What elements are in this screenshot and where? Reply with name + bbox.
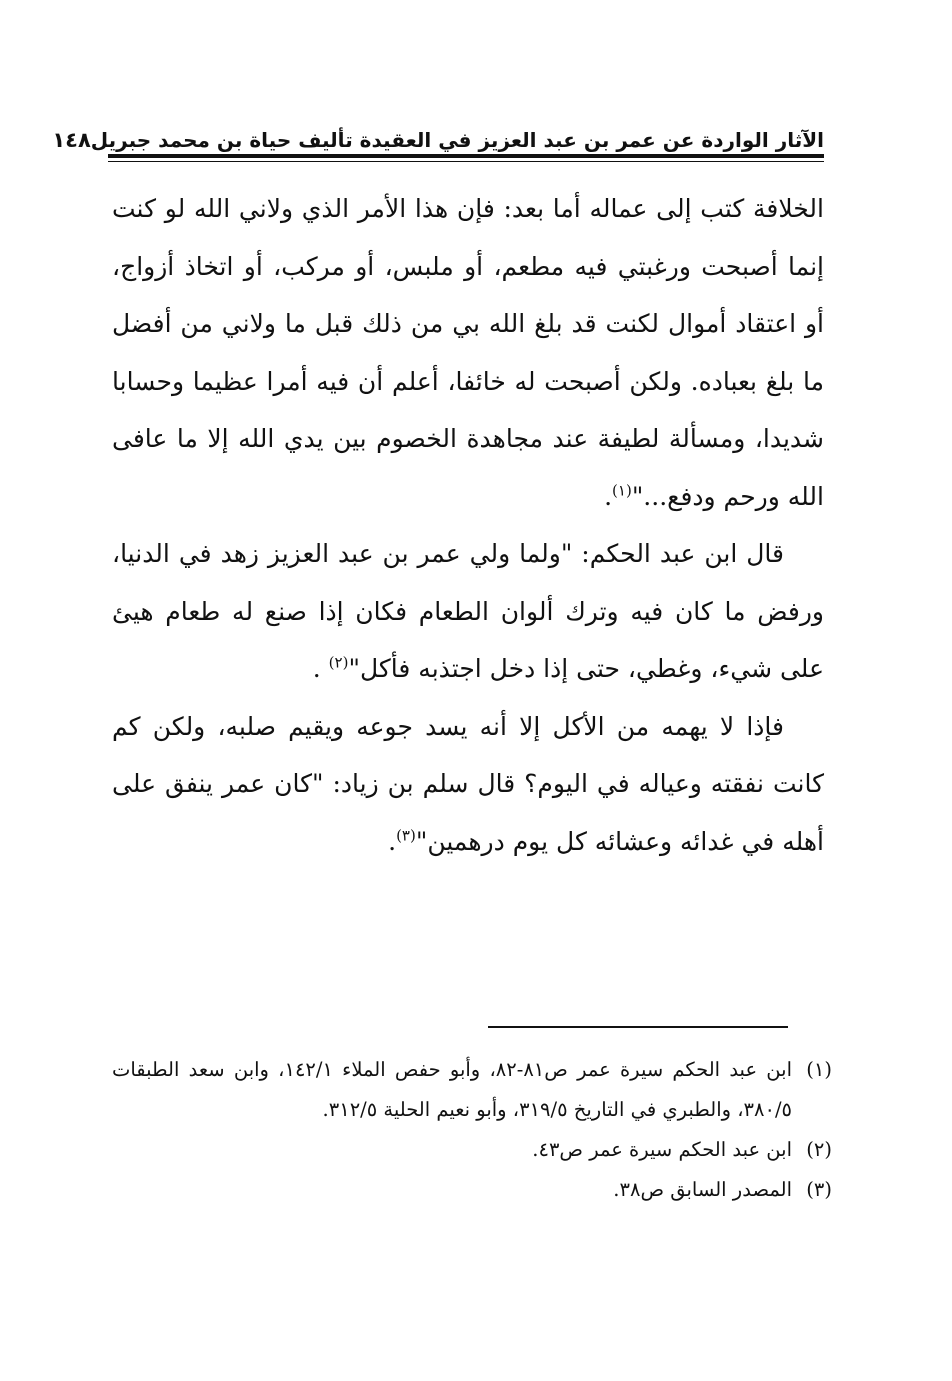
footnote-text: ابن عبد الحكم سيرة عمر ص٨١-٨٢، وأبو حفص الملاء ١٤٢/١، وابن سعد الطبقات ٣٨٠/٥، والطبري في التاريخ ٣١٩/٥، وأبو نعيم الحلية ٣١٢/٥. — [112, 1058, 793, 1121]
footnote-number: (٢) — [806, 1138, 832, 1161]
footnote-separator — [488, 1026, 788, 1028]
footnote-ref-1: (١) — [612, 481, 632, 500]
header-rule-thin — [108, 161, 824, 162]
paragraph-2 — [112, 525, 824, 698]
header-title: الآثار الواردة عن عمر بن عبد العزيز في العقيدة تأليف حياة بن محمد جبريل — [90, 128, 824, 152]
paragraph-2-end: . — [312, 654, 329, 683]
paragraph-2-text: قال ابن عبد الحكم: "ولما ولي عمر بن عبد العزيز زهد في الدنيا، ورفض ما كان فيه وترك ألوان الطعام فكان إذا صنع له طعام هيئ على شيء، وغطي، حتى إذا دخل اجتذبه فأكل" — [112, 539, 824, 683]
footnote-3 — [112, 1170, 832, 1210]
paragraph-1-end: . — [604, 481, 613, 511]
footnote-text: المصدر السابق ص٣٨. — [613, 1178, 792, 1201]
paragraph-3-end: . — [388, 826, 397, 856]
paragraph-3 — [112, 698, 824, 871]
main-text — [112, 180, 824, 870]
page-number: ١٤٨ — [52, 128, 91, 152]
header-rule-thick — [108, 154, 824, 158]
running-header — [52, 112, 824, 152]
footnote-2 — [112, 1130, 832, 1170]
footnote-ref-3: (٣) — [396, 826, 416, 845]
paragraph-1 — [112, 180, 824, 525]
footnote-1 — [112, 1050, 832, 1130]
paragraph-3-text: فإذا لا يهمه من الأكل إلا أنه يسد جوعه ويقيم صلبه، ولكن كم كانت نفقته وعياله في اليوم؟ قال سلم بن زياد: "كان عمر ينفق على أهله في غدائه وعشائه كل يوم درهمين" — [112, 711, 824, 856]
footnote-ref-2: (٢) — [328, 653, 349, 672]
paragraph-1-text: الخلافة كتب إلى عماله أما بعد: فإن هذا الأمر الذي ولاني الله لو كنت إنما أصبحت ورغبتي فيه مطعم، أو ملبس، أو مركب، أو اتخاذ أزواج، أو اعتقاد أموال لكنت قد بلغ الله بي من ذلك قبل ما ولاني من أفضل ما بلغ بعباده. ولكن أصبحت له خائفا، أعلم أن فيه أمرا عظيما وحسابا شديدا، ومسألة لطيفة عند مجاهدة الخصوم بين يدي الله إلا ما عافى الله ورحم ودفع..." — [112, 194, 824, 511]
footnote-text: ابن عبد الحكم سيرة عمر ص٤٣. — [532, 1138, 792, 1161]
footnote-number: (١) — [806, 1058, 832, 1081]
footnote-number: (٣) — [806, 1178, 832, 1201]
footnotes — [112, 1050, 832, 1210]
